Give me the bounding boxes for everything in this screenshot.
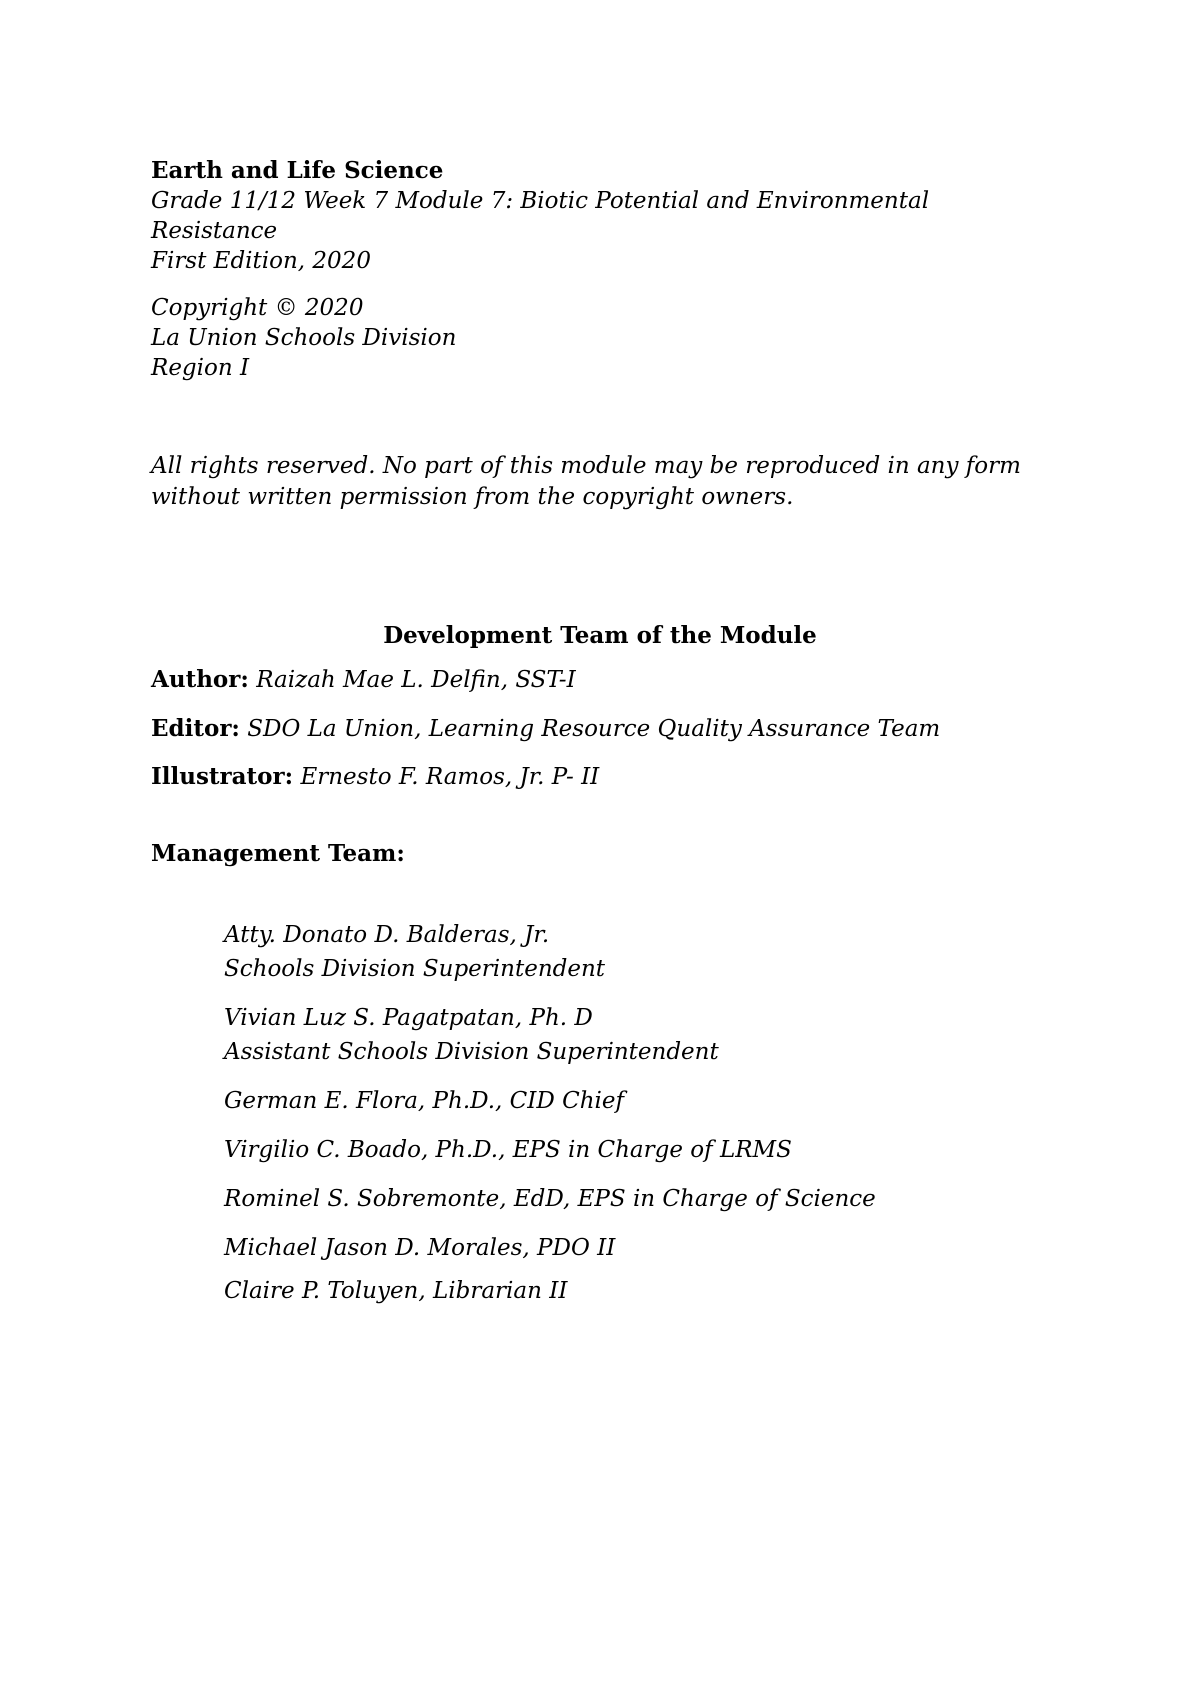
management-member-title: Assistant Schools Division Superintendent — [224, 1039, 719, 1065]
edition: First Edition, 2020 — [151, 248, 371, 274]
editor-line — [151, 714, 940, 744]
rights-line1: All rights reserved. No part of this module may be reproduced in any form — [151, 453, 1021, 479]
editor-value: SDO La Union, Learning Resource Quality Assurance Team — [247, 716, 941, 742]
author-label: Author: — [151, 666, 249, 693]
management-member-name: Claire P. Toluyen, Librarian II — [224, 1278, 568, 1304]
copyright-line: Copyright © 2020 — [151, 295, 364, 321]
illustrator-label: Illustrator: — [151, 763, 294, 790]
management-member-name: Rominel S. Sobremonte, EdD, EPS in Charge of Science — [224, 1186, 876, 1212]
illustrator-value: Ernesto F. Ramos, Jr. P- II — [300, 764, 600, 790]
management-member-name: German E. Flora, Ph.D., CID Chief — [224, 1088, 625, 1114]
rights-line2: without written permission from the copyright owners. — [151, 484, 794, 510]
illustrator-line — [151, 762, 599, 792]
subject-title: Earth and Life Science — [151, 157, 444, 184]
author-value: Raizah Mae L. Delfin, SST-I — [256, 667, 576, 693]
management-member-name: Virgilio C. Boado, Ph.D., EPS in Charge of LRMS — [224, 1137, 792, 1163]
region-name: Region I — [151, 355, 250, 381]
management-member-name: Michael Jason D. Morales, PDO II — [224, 1235, 616, 1261]
development-team-heading: Development Team of the Module — [383, 622, 817, 649]
management-member-name: Vivian Luz S. Pagatpatan, Ph. D — [224, 1005, 593, 1031]
management-member-title: Schools Division Superintendent — [224, 956, 606, 982]
editor-label: Editor: — [151, 715, 240, 742]
module-title-line2: Resistance — [151, 218, 278, 244]
management-team-heading: Management Team: — [151, 840, 405, 867]
module-title-line1: Grade 11/12 Week 7 Module 7: Biotic Potential and Environmental — [151, 188, 930, 214]
division-name: La Union Schools Division — [151, 325, 457, 351]
management-member-name: Atty. Donato D. Balderas, Jr. — [224, 922, 550, 948]
author-line — [151, 665, 576, 695]
